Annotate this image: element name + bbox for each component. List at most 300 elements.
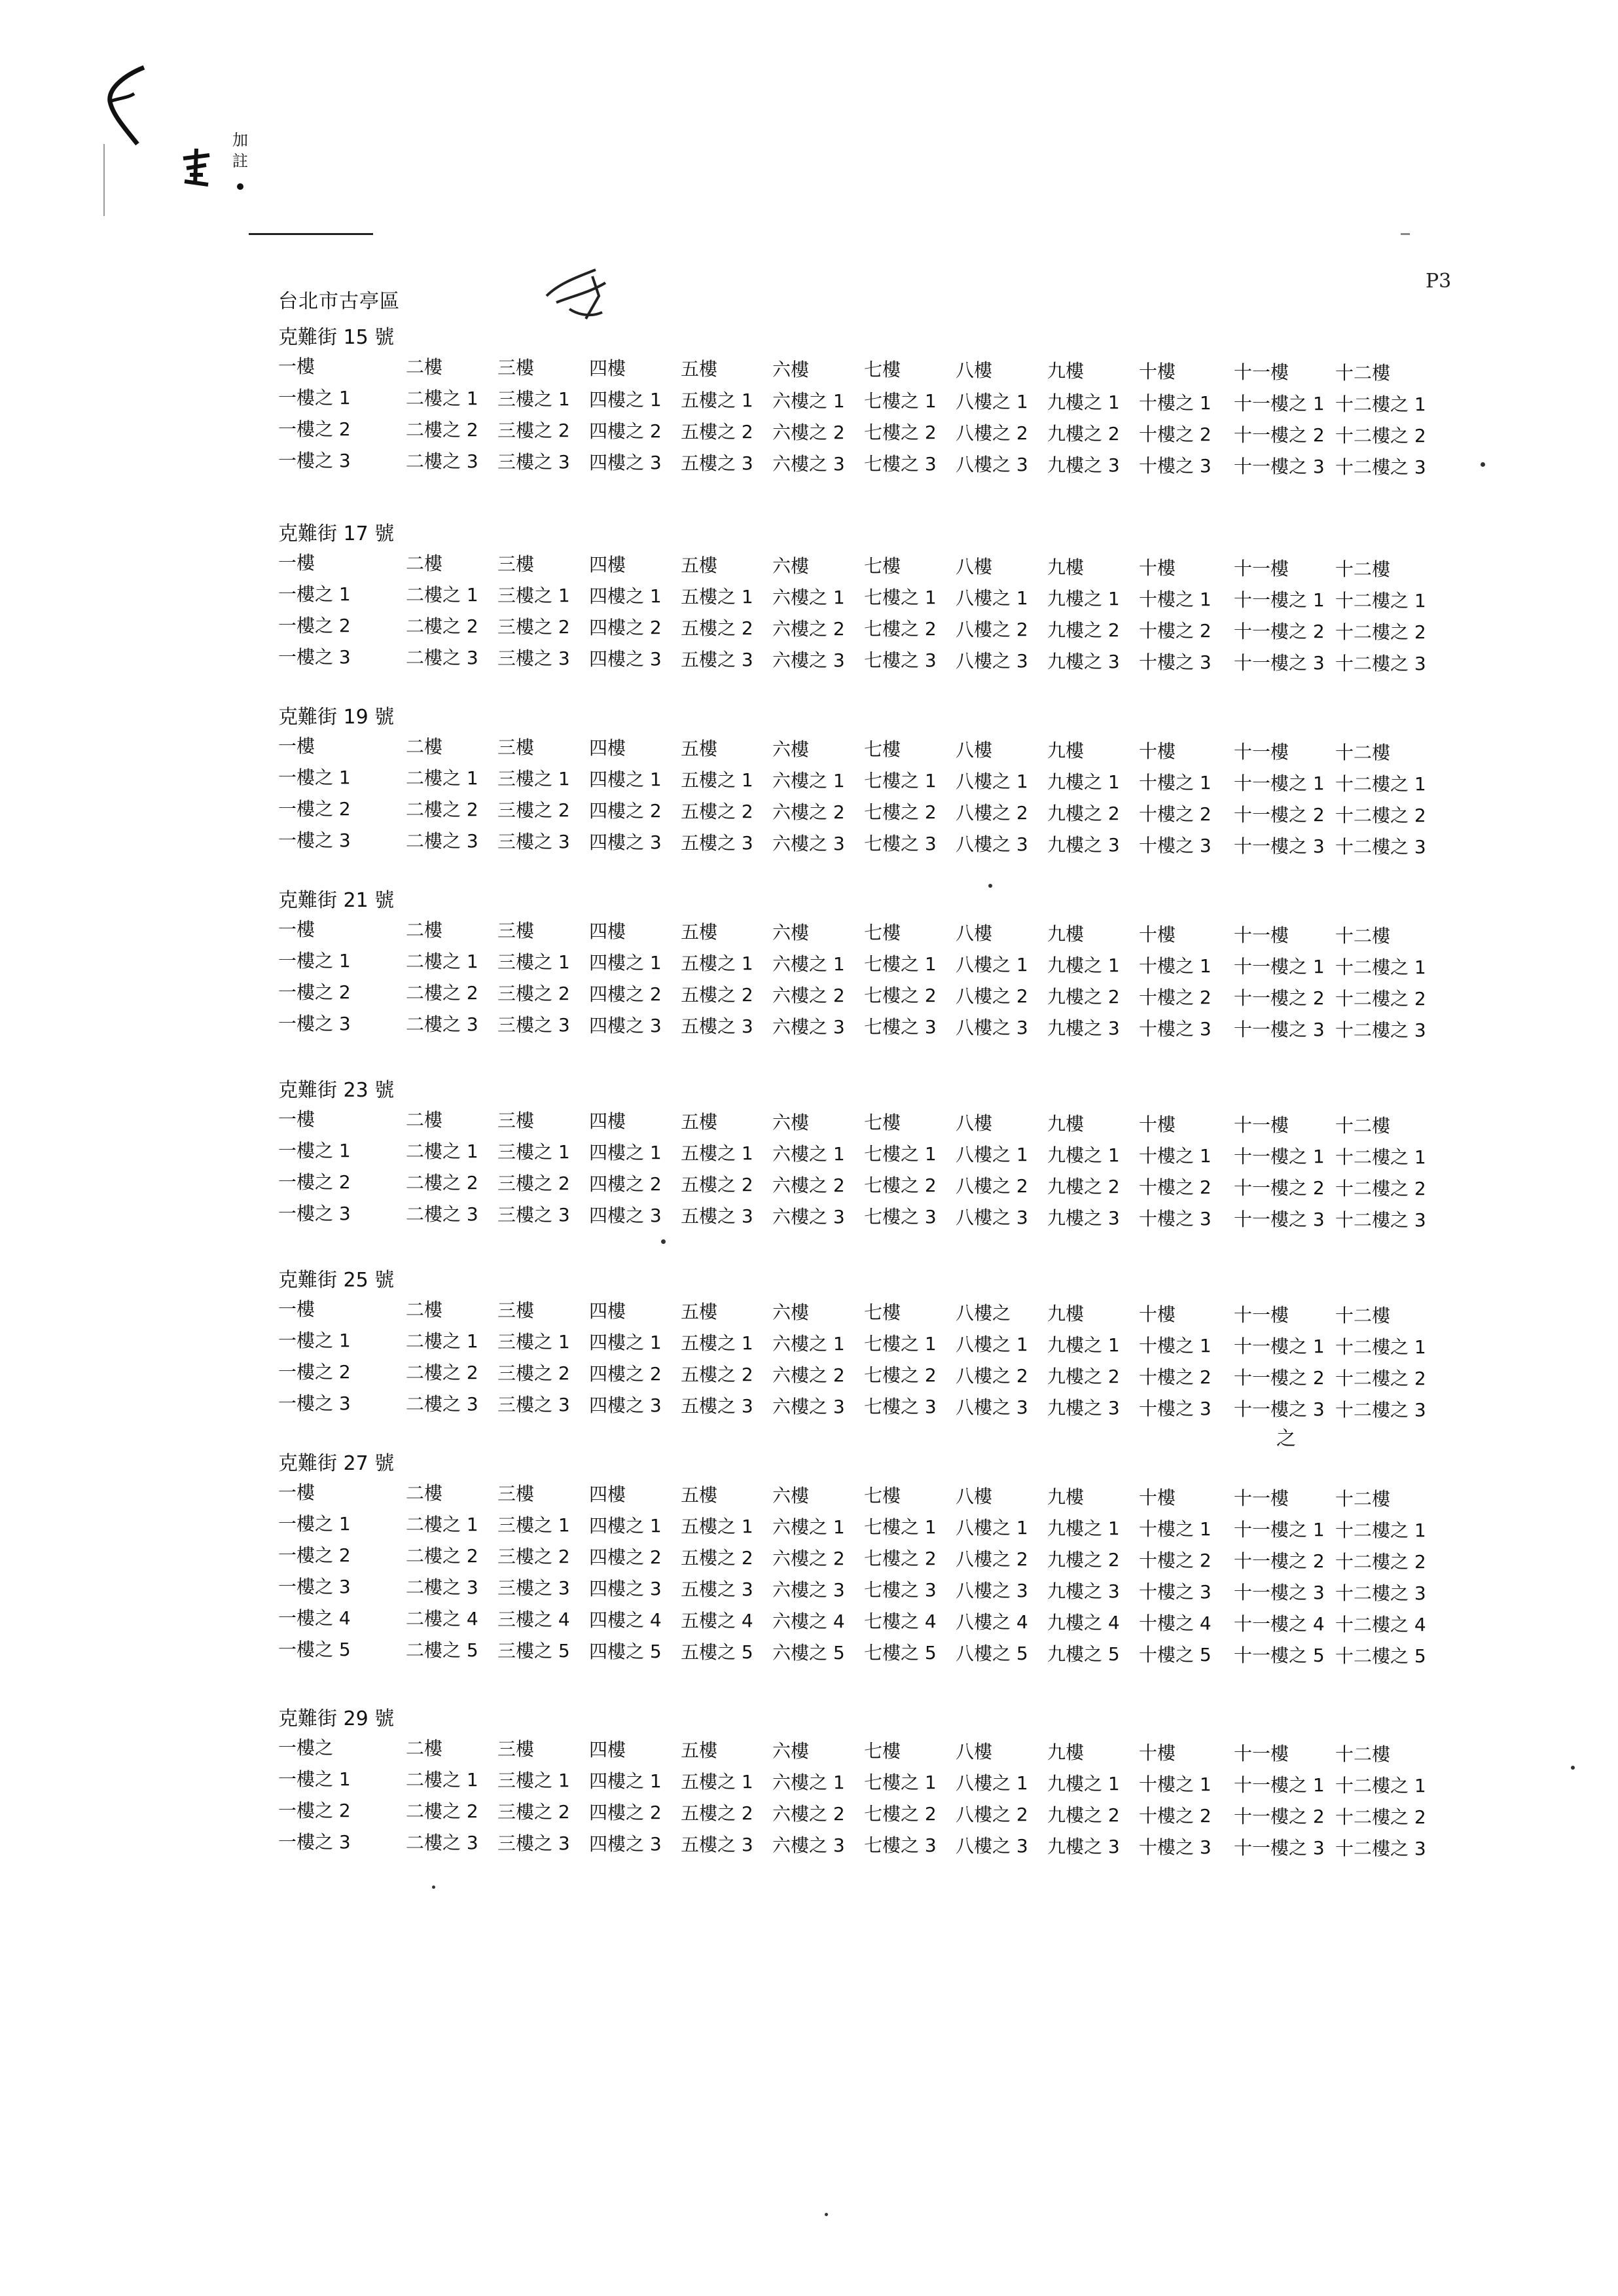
floor-cell: 一樓之 2 bbox=[278, 981, 351, 1003]
floor-cell: 六樓之 3 bbox=[772, 833, 845, 854]
floor-cell: 九樓 bbox=[1047, 1113, 1085, 1135]
floor-cell: 七樓之 2 bbox=[864, 618, 937, 640]
floor-cell: 八樓之 3 bbox=[956, 1207, 1028, 1228]
floor-cell: 十二樓之 3 bbox=[1335, 1582, 1426, 1604]
floor-cell: 六樓之 3 bbox=[772, 1834, 845, 1856]
floor-cell: 三樓之 2 bbox=[497, 983, 570, 1004]
floor-cell: 十一樓之 1 bbox=[1234, 1774, 1325, 1796]
floor-cell: 七樓之 1 bbox=[864, 1516, 937, 1538]
floor-cell: 五樓之 2 bbox=[681, 1547, 753, 1569]
floor-row bbox=[278, 1480, 1456, 1508]
floor-cell: 七樓 bbox=[864, 738, 901, 760]
floor-cell: 二樓之 3 bbox=[406, 450, 478, 472]
floor-cell: 三樓之 2 bbox=[497, 420, 570, 441]
margin-note: 加註 bbox=[232, 131, 248, 170]
floor-cell: 八樓 bbox=[956, 1485, 993, 1507]
floor-cell: 一樓 bbox=[278, 1108, 315, 1130]
floor-cell: 三樓之 1 bbox=[497, 585, 570, 606]
floor-cell: 五樓 bbox=[681, 921, 718, 943]
floor-cell: 四樓之 4 bbox=[589, 1609, 662, 1631]
floor-cell: 九樓之 1 bbox=[1047, 588, 1120, 610]
floor-cell: 四樓 bbox=[589, 920, 626, 942]
floor-cell: 四樓之 3 bbox=[589, 831, 662, 853]
floor-cell: 二樓 bbox=[406, 1299, 443, 1321]
floor-cell: 十一樓之 3 bbox=[1234, 1837, 1325, 1859]
floor-cell: 三樓之 3 bbox=[497, 451, 570, 473]
floor-cell: 十一樓 bbox=[1234, 1304, 1289, 1326]
floor-cell: 三樓之 1 bbox=[497, 1770, 570, 1791]
floor-cell: 三樓 bbox=[497, 920, 535, 941]
floor-cell: 四樓之 2 bbox=[589, 1173, 662, 1195]
scan-speck bbox=[432, 1886, 435, 1889]
floor-cell: 二樓之 2 bbox=[406, 1545, 478, 1567]
floor-cell: 十樓 bbox=[1139, 1742, 1176, 1764]
floor-cell: 二樓之 2 bbox=[406, 1800, 478, 1822]
floor-cell: 九樓之 2 bbox=[1047, 1366, 1120, 1387]
floor-cell: 七樓 bbox=[864, 359, 901, 380]
floor-cell: 三樓之 1 bbox=[497, 768, 570, 790]
floor-cell: 五樓之 5 bbox=[681, 1641, 753, 1663]
floor-cell: 七樓之 2 bbox=[864, 1803, 937, 1825]
floor-cell: 二樓之 1 bbox=[406, 1769, 478, 1791]
floor-cell: 十樓之 1 bbox=[1139, 1145, 1212, 1167]
scan-speck bbox=[1481, 462, 1485, 467]
floor-cell: 九樓之 2 bbox=[1047, 1176, 1120, 1197]
floor-cell: 六樓之 5 bbox=[772, 1642, 845, 1664]
floor-cell: 二樓 bbox=[406, 1109, 443, 1131]
floor-cell: 一樓之 3 bbox=[278, 450, 351, 471]
floor-cell: 十一樓之 1 bbox=[1234, 589, 1325, 611]
floor-cell: 五樓之 2 bbox=[681, 801, 753, 822]
floor-cell: 五樓 bbox=[681, 1301, 718, 1322]
floor-cell: 一樓之 3 bbox=[278, 1013, 351, 1034]
floor-cell: 五樓之 2 bbox=[681, 1174, 753, 1195]
top-rule-line bbox=[249, 233, 373, 235]
trailing-note: 之 bbox=[1276, 1427, 1296, 1450]
floor-cell: 七樓之 3 bbox=[864, 453, 937, 475]
floor-cell: 九樓之 1 bbox=[1047, 771, 1120, 793]
floor-cell: 六樓之 3 bbox=[772, 1206, 845, 1228]
floor-cell: 十樓 bbox=[1139, 1114, 1176, 1135]
floor-cell: 十二樓之 2 bbox=[1335, 1806, 1426, 1828]
floor-cell: 八樓之 2 bbox=[956, 1365, 1028, 1387]
floor-cell: 十樓 bbox=[1139, 740, 1176, 762]
floor-cell: 八樓 bbox=[956, 556, 993, 577]
floor-cell: 八樓之 1 bbox=[956, 1517, 1028, 1539]
scan-speck bbox=[825, 2213, 828, 2216]
floor-cell: 十二樓之 2 bbox=[1335, 1178, 1426, 1199]
floor-cell: 七樓之 2 bbox=[864, 1364, 937, 1386]
floor-row bbox=[278, 796, 1456, 825]
floor-cell: 一樓之 2 bbox=[278, 418, 351, 440]
address-title: 克難街 21 號 bbox=[278, 889, 395, 912]
floor-cell: 一樓之 1 bbox=[278, 583, 351, 605]
floor-cell: 十一樓 bbox=[1234, 558, 1289, 579]
floor-cell: 六樓 bbox=[772, 922, 810, 943]
floor-cell: 十一樓之 3 bbox=[1234, 1019, 1325, 1040]
floor-cell: 九樓之 3 bbox=[1047, 834, 1120, 856]
floor-cell: 一樓之 3 bbox=[278, 646, 351, 668]
floor-cell: 四樓 bbox=[589, 1300, 626, 1322]
floor-cell: 三樓之 3 bbox=[497, 831, 570, 852]
floor-cell: 十樓之 3 bbox=[1139, 1398, 1212, 1419]
floor-cell: 八樓之 3 bbox=[956, 1835, 1028, 1857]
floor-cell: 十二樓之 2 bbox=[1335, 1551, 1426, 1573]
floor-cell: 四樓之 3 bbox=[589, 452, 662, 473]
floor-cell: 二樓之 2 bbox=[406, 982, 478, 1004]
floor-row bbox=[278, 1637, 1456, 1666]
floor-cell: 十樓之 1 bbox=[1139, 955, 1212, 977]
floor-cell: 八樓之 2 bbox=[956, 1175, 1028, 1197]
floor-cell: 二樓之 2 bbox=[406, 1172, 478, 1194]
floor-cell: 一樓 bbox=[278, 1298, 315, 1320]
floor-cell: 三樓之 3 bbox=[497, 647, 570, 669]
floor-cell: 二樓之 1 bbox=[406, 1330, 478, 1352]
floor-cell: 五樓之 1 bbox=[681, 1516, 753, 1537]
floor-cell: 二樓之 3 bbox=[406, 830, 478, 852]
floor-cell: 十一樓之 2 bbox=[1234, 621, 1325, 642]
floor-cell: 十二樓之 3 bbox=[1335, 836, 1426, 858]
floor-cell: 六樓之 1 bbox=[772, 1516, 845, 1538]
floor-cell: 十二樓 bbox=[1335, 1115, 1391, 1137]
floor-cell: 十二樓 bbox=[1335, 1305, 1391, 1326]
address-block bbox=[278, 884, 1456, 1042]
floor-cell: 十樓之 3 bbox=[1139, 1208, 1212, 1230]
floor-cell: 四樓之 1 bbox=[589, 769, 662, 790]
floor-cell: 十二樓之 3 bbox=[1335, 1209, 1426, 1231]
floor-cell: 十二樓之 3 bbox=[1335, 456, 1426, 478]
floor-cell: 十樓之 4 bbox=[1139, 1613, 1212, 1634]
floor-cell: 十樓 bbox=[1139, 1487, 1176, 1508]
floor-cell: 四樓之 1 bbox=[589, 389, 662, 410]
floor-cell: 十二樓之 2 bbox=[1335, 621, 1426, 643]
floor-cell: 四樓之 1 bbox=[589, 1142, 662, 1163]
floor-row bbox=[278, 1169, 1456, 1198]
address-block bbox=[278, 1264, 1456, 1450]
floor-cell: 十一樓 bbox=[1234, 741, 1289, 763]
floor-cell: 十二樓之 4 bbox=[1335, 1614, 1426, 1635]
floor-cell: 四樓之 3 bbox=[589, 1015, 662, 1036]
floor-cell: 五樓之 3 bbox=[681, 649, 753, 670]
floor-cell: 十二樓之 1 bbox=[1335, 957, 1426, 978]
floor-cell: 三樓之 3 bbox=[497, 1394, 570, 1415]
floor-cell: 五樓 bbox=[681, 738, 718, 759]
floor-cell: 五樓之 3 bbox=[681, 1205, 753, 1227]
floor-cell: 七樓之 2 bbox=[864, 801, 937, 823]
floor-cell: 九樓 bbox=[1047, 1303, 1085, 1324]
floor-cell: 八樓之 1 bbox=[956, 1772, 1028, 1794]
address-block bbox=[278, 1702, 1456, 1861]
floor-cell: 一樓 bbox=[278, 552, 315, 574]
floor-cell: 十樓之 1 bbox=[1139, 1518, 1212, 1540]
floor-cell: 七樓 bbox=[864, 922, 901, 943]
floor-cell: 一樓 bbox=[278, 919, 315, 940]
floor-cell: 十一樓之 3 bbox=[1234, 835, 1325, 857]
floor-cell: 十樓 bbox=[1139, 1303, 1176, 1325]
floor-cell: 三樓之 3 bbox=[497, 1204, 570, 1226]
floor-cell: 五樓之 3 bbox=[681, 452, 753, 474]
floor-cell: 三樓之 3 bbox=[497, 1832, 570, 1854]
floor-cell: 七樓之 1 bbox=[864, 770, 937, 792]
floor-cell: 十樓之 1 bbox=[1139, 589, 1212, 610]
floor-cell: 四樓之 2 bbox=[589, 1546, 662, 1568]
floor-cell: 九樓 bbox=[1047, 923, 1085, 945]
floor-cell: 二樓之 3 bbox=[406, 1576, 478, 1598]
floor-cell: 四樓之 1 bbox=[589, 1515, 662, 1537]
floor-cell: 三樓 bbox=[497, 737, 535, 758]
floor-row bbox=[278, 550, 1456, 579]
floor-cell: 十二樓 bbox=[1335, 742, 1391, 763]
address-block bbox=[278, 1447, 1456, 1668]
floor-cell: 六樓之 4 bbox=[772, 1611, 845, 1632]
floor-cell: 四樓之 3 bbox=[589, 1394, 662, 1416]
address-title: 克難街 27 號 bbox=[278, 1452, 395, 1475]
scan-speck bbox=[661, 1239, 666, 1244]
floor-cell: 七樓之 3 bbox=[864, 1834, 937, 1856]
floor-cell: 三樓之 1 bbox=[497, 951, 570, 973]
floor-cell: 五樓之 1 bbox=[681, 586, 753, 608]
floor-row bbox=[278, 828, 1456, 856]
floor-cell: 十二樓之 1 bbox=[1335, 1146, 1426, 1168]
floor-cell: 十一樓之 1 bbox=[1234, 1336, 1325, 1357]
floor-cell: 三樓之 3 bbox=[497, 1014, 570, 1036]
floor-cell: 五樓之 3 bbox=[681, 1578, 753, 1600]
floor-cell: 三樓之 1 bbox=[497, 1331, 570, 1353]
floor-cell: 四樓 bbox=[589, 357, 626, 379]
floor-cell: 九樓之 2 bbox=[1047, 803, 1120, 824]
floor-cell: 二樓 bbox=[406, 736, 443, 757]
floor-cell: 十樓之 2 bbox=[1139, 424, 1212, 445]
floor-cell: 八樓之 1 bbox=[956, 1144, 1028, 1165]
floor-cell: 五樓之 1 bbox=[681, 1332, 753, 1354]
floor-cell: 五樓之 3 bbox=[681, 1395, 753, 1417]
floor-cell: 十樓 bbox=[1139, 924, 1176, 945]
floor-cell: 十二樓之 3 bbox=[1335, 1838, 1426, 1859]
floor-row bbox=[278, 979, 1456, 1008]
floor-cell: 七樓之 4 bbox=[864, 1611, 937, 1632]
floor-cell: 十一樓 bbox=[1234, 361, 1289, 383]
floor-cell: 八樓之 1 bbox=[956, 954, 1028, 975]
floor-cell: 七樓之 3 bbox=[864, 1206, 937, 1228]
handwritten-scribble bbox=[533, 257, 619, 329]
floor-cell: 七樓之 1 bbox=[864, 587, 937, 608]
floor-cell: 十樓之 2 bbox=[1139, 1366, 1212, 1388]
floor-cell: 十樓之 2 bbox=[1139, 620, 1212, 642]
floor-cell: 七樓之 3 bbox=[864, 1016, 937, 1038]
floor-cell: 十一樓之 1 bbox=[1234, 1519, 1325, 1540]
floor-cell: 一樓之 1 bbox=[278, 1513, 351, 1535]
floor-cell: 六樓 bbox=[772, 1112, 810, 1133]
floor-cell: 八樓之 3 bbox=[956, 1580, 1028, 1601]
floor-row bbox=[278, 1138, 1456, 1167]
floor-row bbox=[278, 1011, 1456, 1040]
floor-cell: 十一樓之 1 bbox=[1234, 956, 1325, 977]
floor-cell: 六樓之 2 bbox=[772, 422, 845, 443]
floor-cell: 五樓之 3 bbox=[681, 1834, 753, 1855]
floor-cell: 二樓之 3 bbox=[406, 1203, 478, 1225]
address-title: 克難街 25 號 bbox=[278, 1269, 395, 1292]
floor-cell: 六樓 bbox=[772, 1302, 810, 1323]
floor-cell: 八樓之 1 bbox=[956, 771, 1028, 792]
floor-cell: 八樓之 1 bbox=[956, 1334, 1028, 1355]
floor-cell: 七樓之 2 bbox=[864, 422, 937, 443]
floor-cell: 三樓 bbox=[497, 1110, 535, 1131]
corner-scribble-mark bbox=[98, 62, 157, 147]
floor-cell: 十一樓之 3 bbox=[1234, 1582, 1325, 1603]
floor-cell: 九樓之 2 bbox=[1047, 1804, 1120, 1826]
floor-cell: 三樓之 2 bbox=[497, 1801, 570, 1823]
floor-cell: 八樓之 2 bbox=[956, 619, 1028, 640]
floor-cell: 二樓之 3 bbox=[406, 1393, 478, 1415]
floor-cell: 十一樓之 3 bbox=[1234, 1209, 1325, 1230]
floor-row bbox=[278, 644, 1456, 673]
floor-cell: 四樓 bbox=[589, 1739, 626, 1760]
floor-cell: 三樓之 2 bbox=[497, 1173, 570, 1194]
floor-row bbox=[278, 1106, 1456, 1135]
floor-cell: 九樓 bbox=[1047, 360, 1085, 382]
floor-cell: 一樓之 3 bbox=[278, 1203, 351, 1224]
floor-cell: 四樓 bbox=[589, 554, 626, 575]
floor-cell: 九樓之 1 bbox=[1047, 1144, 1120, 1166]
address-block bbox=[278, 517, 1456, 676]
floor-cell: 七樓 bbox=[864, 555, 901, 577]
floor-cell: 五樓之 2 bbox=[681, 1802, 753, 1824]
floor-cell: 九樓 bbox=[1047, 740, 1085, 761]
floor-cell: 四樓 bbox=[589, 737, 626, 759]
floor-cell: 五樓之 1 bbox=[681, 769, 753, 791]
floor-cell: 八樓之 4 bbox=[956, 1611, 1028, 1633]
floor-cell: 六樓之 3 bbox=[772, 1396, 845, 1417]
floor-row bbox=[278, 1359, 1456, 1388]
floor-cell: 六樓之 1 bbox=[772, 587, 845, 608]
floor-cell: 五樓 bbox=[681, 555, 718, 576]
floor-cell: 十一樓 bbox=[1234, 1114, 1289, 1136]
floor-cell: 五樓之 1 bbox=[681, 390, 753, 411]
floor-cell: 十一樓 bbox=[1234, 924, 1289, 946]
floor-cell: 五樓 bbox=[681, 358, 718, 380]
floor-cell: 七樓之 1 bbox=[864, 1143, 937, 1165]
floor-cell: 十一樓之 2 bbox=[1234, 1177, 1325, 1199]
floor-cell: 一樓之 2 bbox=[278, 1171, 351, 1193]
floor-cell: 十二樓 bbox=[1335, 362, 1391, 384]
floor-row bbox=[278, 765, 1456, 793]
floor-row bbox=[278, 416, 1456, 445]
floor-row bbox=[278, 1735, 1456, 1764]
floor-cell: 十一樓之 4 bbox=[1234, 1613, 1325, 1635]
floor-cell: 四樓之 2 bbox=[589, 1802, 662, 1823]
floor-cell: 八樓之 1 bbox=[956, 587, 1028, 609]
floor-cell: 六樓之 3 bbox=[772, 453, 845, 475]
floor-cell: 二樓 bbox=[406, 1482, 443, 1504]
floor-cell: 二樓之 2 bbox=[406, 1362, 478, 1383]
floor-row bbox=[278, 448, 1456, 477]
address-block bbox=[278, 1074, 1456, 1232]
floor-cell: 五樓之 1 bbox=[681, 953, 753, 974]
floor-cell: 三樓 bbox=[497, 553, 535, 575]
floor-cell: 六樓 bbox=[772, 359, 810, 380]
floor-cell: 四樓之 3 bbox=[589, 1578, 662, 1599]
floor-row bbox=[278, 354, 1456, 382]
floor-row bbox=[278, 1605, 1456, 1634]
floor-cell: 十樓之 2 bbox=[1139, 1176, 1212, 1198]
floor-cell: 五樓之 2 bbox=[681, 1364, 753, 1385]
floor-cell: 九樓之 3 bbox=[1047, 651, 1120, 672]
floor-cell: 六樓之 3 bbox=[772, 649, 845, 671]
floor-cell: 九樓之 1 bbox=[1047, 392, 1120, 413]
district-heading: 台北市古亭區 bbox=[278, 290, 400, 313]
floor-cell: 一樓之 2 bbox=[278, 1544, 351, 1566]
floor-cell: 一樓之 2 bbox=[278, 1800, 351, 1821]
floor-cell: 四樓之 2 bbox=[589, 1363, 662, 1385]
floor-cell: 九樓之 3 bbox=[1047, 1836, 1120, 1857]
floor-cell: 七樓之 1 bbox=[864, 1333, 937, 1355]
floor-cell: 三樓之 2 bbox=[497, 1362, 570, 1384]
floor-cell: 十一樓之 2 bbox=[1234, 1550, 1325, 1572]
floor-cell: 七樓之 2 bbox=[864, 1175, 937, 1196]
floor-cell: 四樓之 1 bbox=[589, 1332, 662, 1353]
floor-cell: 十樓之 1 bbox=[1139, 772, 1212, 793]
floor-cell: 四樓之 1 bbox=[589, 1770, 662, 1792]
floor-cell: 五樓 bbox=[681, 1111, 718, 1133]
floor-cell: 二樓之 3 bbox=[406, 1832, 478, 1853]
floor-cell: 七樓之 1 bbox=[864, 953, 937, 975]
floor-cell: 七樓 bbox=[864, 1740, 901, 1762]
address-title: 克難街 29 號 bbox=[278, 1707, 395, 1730]
floor-cell: 七樓 bbox=[864, 1112, 901, 1133]
floor-cell: 二樓之 1 bbox=[406, 584, 478, 606]
floor-row bbox=[278, 1542, 1456, 1571]
floor-cell: 十二樓之 1 bbox=[1335, 1775, 1426, 1796]
floor-cell: 二樓之 1 bbox=[406, 388, 478, 409]
floor-cell: 五樓之 2 bbox=[681, 421, 753, 443]
floor-cell: 十二樓 bbox=[1335, 925, 1391, 947]
floor-cell: 十樓之 1 bbox=[1139, 1774, 1212, 1795]
floor-cell: 三樓之 1 bbox=[497, 1141, 570, 1163]
floor-cell: 八樓 bbox=[956, 1112, 993, 1134]
floor-cell: 二樓之 1 bbox=[406, 1514, 478, 1535]
floor-cell: 八樓之 3 bbox=[956, 1396, 1028, 1418]
floor-cell: 三樓之 5 bbox=[497, 1640, 570, 1662]
floor-cell: 十二樓 bbox=[1335, 1743, 1391, 1765]
floor-cell: 九樓之 1 bbox=[1047, 1334, 1120, 1356]
floor-row bbox=[278, 1328, 1456, 1357]
floor-cell: 二樓之 3 bbox=[406, 647, 478, 668]
floor-cell: 九樓之 3 bbox=[1047, 1017, 1120, 1039]
floor-cell: 九樓 bbox=[1047, 1486, 1085, 1508]
floor-cell: 六樓之 1 bbox=[772, 1772, 845, 1793]
floor-cell: 十一樓之 3 bbox=[1234, 652, 1325, 674]
floor-cell: 十二樓 bbox=[1335, 1488, 1391, 1510]
floor-cell: 九樓之 3 bbox=[1047, 1580, 1120, 1602]
floor-cell: 八樓之 2 bbox=[956, 985, 1028, 1007]
floor-cell: 六樓之 2 bbox=[772, 1175, 845, 1196]
floor-cell: 十一樓 bbox=[1234, 1487, 1289, 1509]
scan-speck bbox=[988, 884, 992, 888]
floor-cell: 一樓 bbox=[278, 355, 315, 377]
floor-cell: 六樓之 1 bbox=[772, 1333, 845, 1355]
floor-row bbox=[278, 1574, 1456, 1603]
floor-cell: 十一樓之 3 bbox=[1234, 456, 1325, 477]
floor-row bbox=[278, 1296, 1456, 1325]
floor-cell: 五樓之 1 bbox=[681, 1142, 753, 1164]
address-block bbox=[278, 321, 1456, 479]
floor-cell: 十一樓之 2 bbox=[1234, 1806, 1325, 1827]
floor-cell: 六樓之 2 bbox=[772, 618, 845, 640]
floor-cell: 七樓之 3 bbox=[864, 1579, 937, 1601]
floor-cell: 六樓之 1 bbox=[772, 770, 845, 792]
floor-cell: 六樓之 3 bbox=[772, 1579, 845, 1601]
floor-cell: 一樓之 3 bbox=[278, 1576, 351, 1597]
